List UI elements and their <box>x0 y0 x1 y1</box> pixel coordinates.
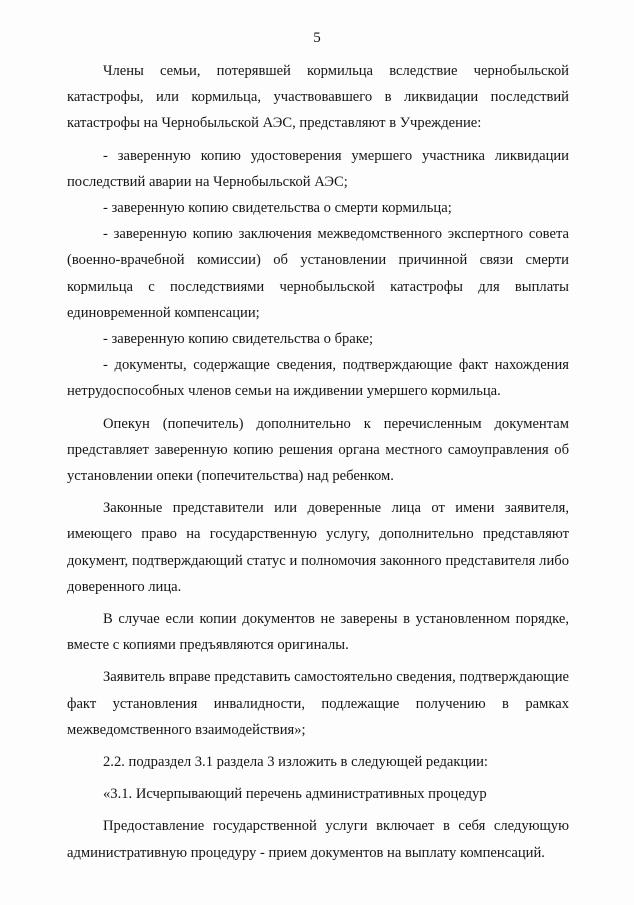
list-item-dependency-documents: - документы, содержащие сведения, подтверждающие факт нахождения нетрудоспособных членов семьи на иждивении умершего кормильца. <box>67 357 569 400</box>
list-item-marriage-certificate: - заверенную копию свидетельства о браке; <box>103 331 374 348</box>
page-number: 5 <box>313 30 321 46</box>
paragraph-applicant-right: Заявитель вправе представить самостоятельно сведения, подтверждающие факт установления инвалидности, подлежащие получению в рамках межведомственного взаимодействия»; <box>67 669 569 738</box>
paragraph-administrative-procedure: Предоставление государственной услуги включает в себя следующую административную процедуру - прием документов на выплату компенсаций. <box>67 818 569 861</box>
list-item-liquidator-certificate: - заверенную копию удостоверения умершего участника ликвидации последствий аварии на Чернобыльской АЭС; <box>67 147 569 190</box>
paragraph-legal-representatives: Законные представители или доверенные лица от имени заявителя, имеющего право на государственную услугу, дополнительно представляют документ, подтверждающий статус и полномочия законного представителя либо доверенного лица. <box>67 500 569 595</box>
paragraph-amendment-2-2: 2.2. подраздел 3.1 раздела 3 изложить в следующей редакции: <box>103 754 488 771</box>
list-item-expert-council-conclusion: - заверенную копию заключения межведомственного экспертного совета (военно-врачебной комиссии) об установлении причинной связи смерти кормильца с последствиями чернобыльской катастрофы для выплаты единовременной компенсации; <box>67 226 569 321</box>
section-heading-3-1: «3.1. Исчерпывающий перечень административных процедур <box>103 786 487 803</box>
paragraph-guardian: Опекун (попечитель) дополнительно к перечисленным документам представляет заверенную копию решения органа местного самоуправления об установлении опеки (попечительства) над ребенком. <box>67 415 569 485</box>
paragraph-family-members: Члены семьи, потерявшей кормильца вследствие чернобыльской катастрофы, или кормильца, участвовавшего в ликвидации последствий катастрофы на Чернобыльской АЭС, представляют в Учреждение: <box>67 63 569 132</box>
document-body <box>67 58 569 866</box>
list-item-death-certificate: - заверенную копию свидетельства о смерти кормильца; <box>103 200 452 217</box>
paragraph-uncertified-copies: В случае если копии документов не заверены в установленном порядке, вместе с копиями предъявляются оригиналы. <box>67 611 569 654</box>
